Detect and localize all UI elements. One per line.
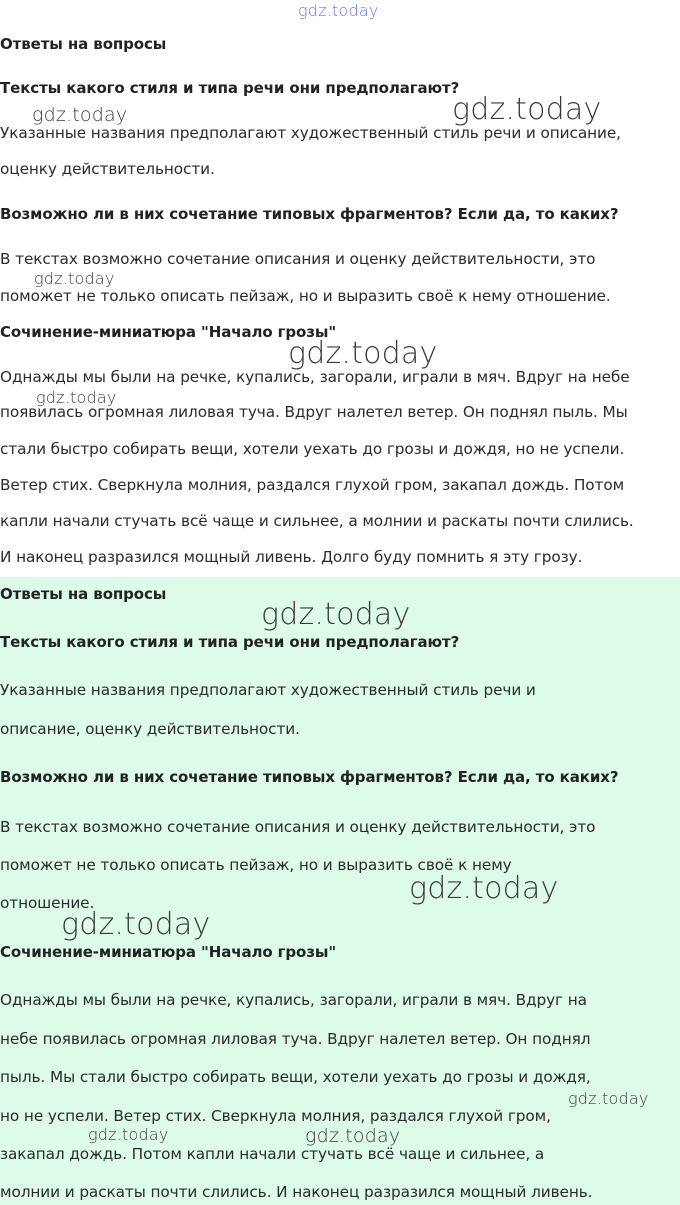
essay-line: закапал дождь. Потом капли начали стучать всё чаще и сильнее, а — [0, 1145, 545, 1163]
answer-1-line: оценку действительности. — [0, 160, 215, 178]
watermark: gdz.today — [568, 1089, 649, 1108]
watermark: gdz.today — [261, 597, 411, 632]
watermark: gdz.today — [409, 871, 559, 906]
answer-section-2 — [0, 577, 680, 1205]
watermark: gdz.today — [452, 92, 602, 127]
watermark: gdz.today — [88, 1125, 169, 1144]
question-1: Тексты какого стиля и типа речи они предполагают? — [0, 633, 460, 651]
essay-line: пыль. Мы стали быстро собирать вещи, хотели уехать до грозы и дождя, — [0, 1068, 591, 1086]
watermark-top: gdz.today — [298, 1, 379, 20]
question-2: Возможно ли в них сочетание типовых фрагментов? Если да, то каких? — [0, 768, 619, 786]
watermark: gdz.today — [36, 388, 117, 407]
essay-line: И наконец разразился мощный ливень. Долго буду помнить я эту грозу. — [0, 548, 583, 566]
answers-heading: Ответы на вопросы — [0, 585, 167, 603]
essay-line: но не успели. Ветер стих. Сверкнула молния, раздался глухой гром, — [0, 1107, 551, 1125]
watermark: gdz.today — [305, 1125, 401, 1147]
essay-line: Однажды мы были на речке, купались, загорали, играли в мяч. Вдруг на — [0, 991, 587, 1009]
answer-2-line: поможет не только описать пейзаж, но и выразить своё к нему — [0, 856, 512, 874]
watermark: gdz.today — [61, 907, 211, 942]
essay-title: Сочинение-миниатюра "Начало грозы" — [0, 323, 337, 341]
essay-line: капли начали стучать всё чаще и сильнее, а молнии и раскаты почти слились. — [0, 512, 634, 530]
essay-line: появилась огромная лиловая туча. Вдруг налетел ветер. Он поднял пыль. Мы — [0, 403, 628, 421]
answers-heading: Ответы на вопросы — [0, 35, 167, 53]
watermark: gdz.today — [32, 104, 128, 126]
answer-2-line: В текстах возможно сочетание описания и оценку действительности, это — [0, 250, 596, 268]
answer-2-line: отношение. — [0, 894, 95, 912]
watermark: gdz.today — [34, 269, 115, 288]
essay-line: стали быстро собирать вещи, хотели уехать до грозы и дождя, но не успели. — [0, 440, 625, 458]
answer-1-line: описание, оценку действительности. — [0, 720, 300, 738]
essay-line: молнии и раскаты почти слились. И наконец разразился мощный ливень. — [0, 1183, 593, 1201]
essay-line: небе появилась огромная лиловая туча. Вдруг налетел ветер. Он поднял — [0, 1030, 591, 1048]
answer-2-line: поможет не только описать пейзаж, но и выразить своё к нему отношение. — [0, 287, 611, 305]
answer-2-line: В текстах возможно сочетание описания и оценку действительности, это — [0, 818, 596, 836]
essay-title: Сочинение-миниатюра "Начало грозы" — [0, 943, 337, 961]
essay-line: Однажды мы были на речке, купались, загорали, играли в мяч. Вдруг на небе — [0, 368, 630, 386]
essay-line: Ветер стих. Сверкнула молния, раздался глухой гром, закапал дождь. Потом — [0, 476, 625, 494]
answer-section-1 — [0, 0, 680, 577]
question-2: Возможно ли в них сочетание типовых фрагментов? Если да, то каких? — [0, 205, 619, 223]
question-1: Тексты какого стиля и типа речи они предполагают? — [0, 79, 460, 97]
answer-1-line: Указанные названия предполагают художественный стиль речи и описание, — [0, 124, 621, 142]
answer-1-line: Указанные названия предполагают художественный стиль речи и — [0, 681, 536, 699]
watermark: gdz.today — [288, 336, 438, 371]
